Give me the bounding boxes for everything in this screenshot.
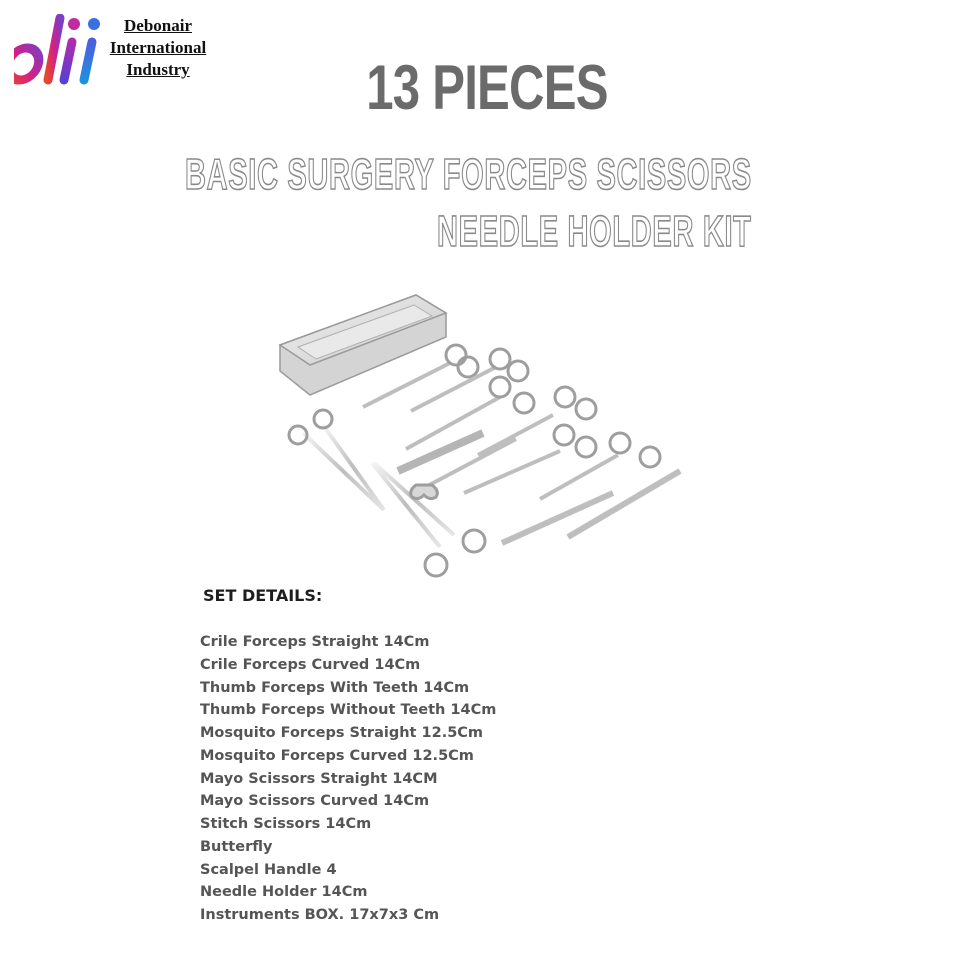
set-details-list bbox=[200, 631, 496, 927]
dii-logo-icon bbox=[14, 14, 106, 86]
list-item: Crile Forceps Curved 14Cm bbox=[200, 656, 421, 673]
instrument-box bbox=[280, 295, 446, 395]
list-item: Needle Holder 14Cm bbox=[200, 884, 368, 901]
list-item: Mosquito Forceps Straight 12.5Cm bbox=[200, 725, 484, 741]
subtitle-line-1: BASIC SURGERY FORCEPS SCISSORS bbox=[185, 150, 752, 199]
list-item: Scalpel Handle 4 bbox=[200, 861, 337, 878]
list-item: Crile Forceps Straight 14Cm bbox=[200, 634, 430, 650]
subtitle-line-2: NEEDLE HOLDER KIT bbox=[437, 207, 752, 256]
headline: 13 PIECES bbox=[366, 53, 608, 123]
brand-name-line-1: Debonair bbox=[124, 16, 192, 35]
list-item: Thumb Forceps With Teeth 14Cm bbox=[200, 679, 470, 696]
list-item: Mosquito Forceps Curved 12.5Cm bbox=[200, 747, 474, 764]
list-item: Mayo Scissors Curved 14Cm bbox=[200, 793, 430, 810]
list-item: Thumb Forceps Without Teeth 14Cm bbox=[200, 702, 497, 719]
brand-name-line-2: International bbox=[109, 38, 207, 57]
list-item: Butterfly bbox=[200, 838, 273, 855]
brand-name-line-3: Industry bbox=[126, 60, 190, 79]
set-details-heading: SET DETAILS: bbox=[203, 586, 323, 605]
surgical-kit-icon bbox=[268, 285, 698, 585]
list-item: Stitch Scissors 14Cm bbox=[200, 816, 372, 832]
list-item: Mayo Scissors Straight 14CM bbox=[200, 770, 438, 787]
list-item: Instruments BOX. 17x7x3 Cm bbox=[200, 907, 440, 923]
